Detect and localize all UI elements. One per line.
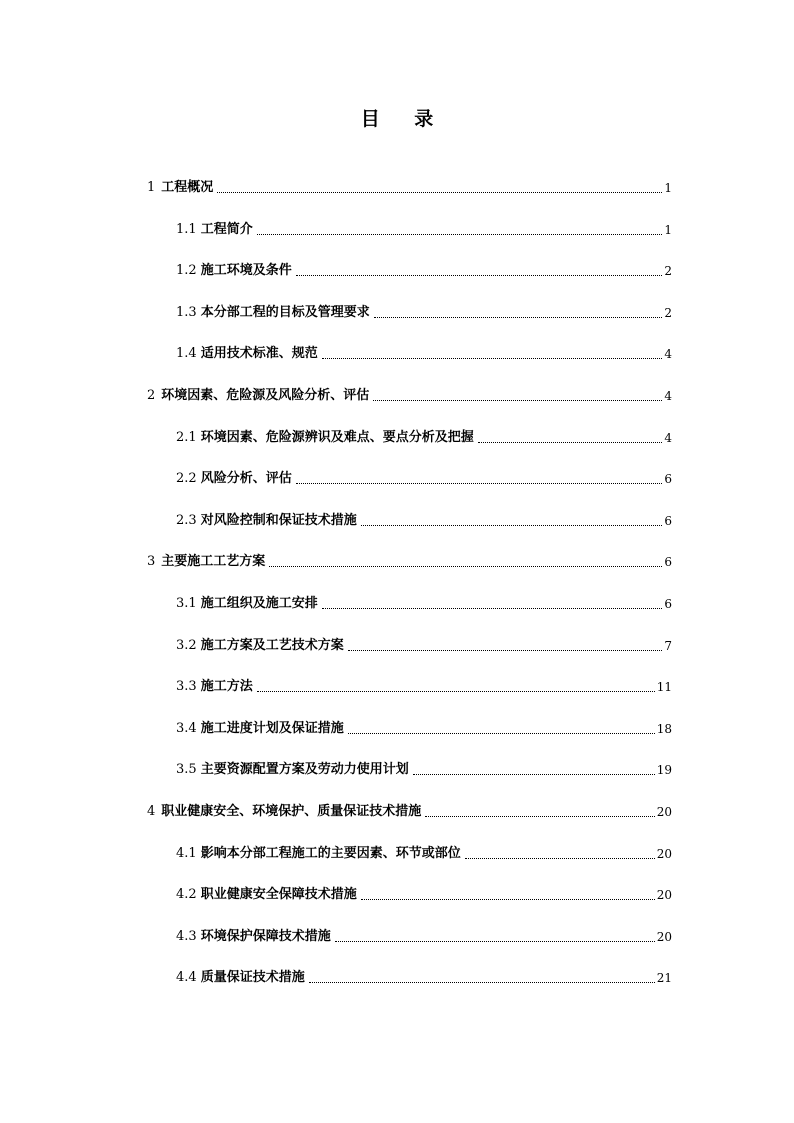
toc-entry-number: 2.3	[176, 512, 197, 528]
toc-entry-number: 3.1	[176, 596, 197, 611]
toc-page-number: 2	[664, 305, 672, 320]
toc-leader-dots	[269, 565, 662, 567]
toc-leader-dots	[373, 399, 662, 401]
toc-leader-dots	[465, 857, 655, 859]
toc-leader-dots	[425, 815, 654, 817]
toc-leader-dots	[296, 482, 663, 484]
toc-leader-dots	[217, 191, 662, 193]
toc-entry-title: 施工方案及工艺技术方案	[200, 637, 344, 653]
toc-entry[interactable]	[176, 883, 672, 903]
toc-entry-number: 1.3	[176, 304, 197, 320]
toc-leader-dots	[335, 940, 655, 942]
toc-entry[interactable]	[176, 426, 672, 446]
toc-leader-dots	[413, 773, 655, 775]
toc-entry-title: 适用技术标准、规范	[200, 346, 318, 362]
toc-entry-title: 影响本分部工程施工的主要因素、环节或部位	[200, 845, 461, 861]
toc-entry-title: 环境因素、危险源及风险分析、评估	[161, 388, 370, 403]
toc-leader-dots	[257, 233, 663, 235]
toc-entry-number: 4.4	[176, 970, 197, 986]
toc-leader-dots	[478, 441, 663, 443]
toc-entry-title: 环境因素、危险源辨识及难点、要点分析及把握	[200, 429, 474, 445]
toc-entry[interactable]	[176, 842, 672, 862]
toc-entry-title: 施工进度计划及保证措施	[200, 720, 344, 736]
toc-entry[interactable]	[176, 467, 672, 487]
toc-entry-title: 主要资源配置方案及劳动力使用计划	[200, 762, 409, 778]
toc-entry[interactable]	[176, 218, 672, 238]
toc-entry-number: 4.3	[176, 928, 197, 944]
toc-page-number: 20	[656, 805, 672, 819]
toc-entry-number: 1.2	[176, 263, 197, 279]
toc-entry-title: 工程简介	[200, 221, 253, 237]
toc-entry-number: 1.4	[176, 346, 197, 362]
toc-entry-title: 工程概况	[161, 180, 214, 195]
toc-entry-title: 施工组织及施工安排	[200, 596, 318, 611]
toc-entry[interactable]	[176, 675, 672, 695]
toc-entry-title: 风险分析、评估	[200, 471, 292, 487]
toc-entry-title: 施工环境及条件	[200, 263, 292, 279]
toc-entry-number: 4	[147, 804, 156, 819]
toc-entry[interactable]	[176, 758, 672, 778]
toc-entry-number: 3.4	[176, 720, 197, 736]
toc-entry-number: 3.2	[176, 637, 197, 653]
toc-page-number: 4	[664, 389, 672, 403]
toc-page-number: 6	[664, 555, 672, 570]
toc-entry[interactable]	[176, 342, 672, 362]
toc-page-number: 1	[664, 181, 672, 195]
toc-entry[interactable]	[176, 634, 672, 654]
toc-entry[interactable]	[176, 925, 672, 945]
toc-page-number: 6	[664, 597, 672, 611]
toc-page-number: 4	[664, 347, 672, 362]
toc-entry-title: 施工方法	[200, 679, 253, 695]
toc-page-number: 11	[656, 680, 672, 695]
toc-leader-dots	[348, 732, 655, 734]
toc-page-number: 7	[664, 638, 672, 653]
toc-entry[interactable]	[176, 509, 672, 529]
toc-entry[interactable]	[176, 592, 672, 612]
toc-entry-title: 对风险控制和保证技术措施	[200, 512, 357, 528]
toc-page-number: 20	[656, 888, 672, 903]
toc-entry-number: 2.1	[176, 429, 197, 445]
toc-entry[interactable]	[176, 966, 672, 986]
toc-title: 目 录	[360, 108, 448, 130]
toc-page-number: 1	[664, 222, 672, 237]
toc-leader-dots	[361, 524, 663, 526]
toc-entry-number: 3.5	[176, 762, 197, 778]
toc-entry-number: 1	[147, 180, 156, 195]
toc-page-number: 4	[664, 430, 672, 445]
toc-entry[interactable]	[147, 800, 672, 820]
toc-page-number: 2	[664, 264, 672, 279]
toc-page-number: 18	[656, 721, 672, 736]
toc-page-number: 6	[664, 513, 672, 528]
toc-entry-number: 2	[147, 388, 156, 403]
toc-leader-dots	[322, 607, 663, 609]
toc-entry[interactable]	[147, 384, 672, 404]
toc-entry-number: 4.1	[176, 845, 197, 861]
toc-leader-dots	[309, 981, 655, 983]
toc-leader-dots	[348, 649, 663, 651]
toc-entry-title: 质量保证技术措施	[200, 970, 305, 986]
toc-entry[interactable]	[176, 259, 672, 279]
toc-entry-title: 职业健康安全、环境保护、质量保证技术措施	[161, 804, 422, 819]
toc-entry[interactable]	[147, 550, 672, 570]
toc-entry-number: 3	[147, 554, 156, 570]
toc-entry-number: 3.3	[176, 679, 197, 695]
toc-page-number: 20	[656, 846, 672, 861]
toc-leader-dots	[296, 274, 663, 276]
toc-page-number: 19	[656, 763, 672, 778]
toc-entry[interactable]	[176, 301, 672, 321]
toc-page-number: 20	[656, 929, 672, 944]
toc-entry[interactable]	[176, 717, 672, 737]
toc-entry-number: 1.1	[176, 221, 197, 237]
toc-entry-number: 2.2	[176, 471, 197, 487]
toc-entry-title: 环境保护保障技术措施	[200, 928, 331, 944]
toc-entry-title: 主要施工工艺方案	[161, 554, 266, 570]
toc-leader-dots	[374, 316, 663, 318]
toc-leader-dots	[322, 357, 663, 359]
toc-entry[interactable]	[147, 176, 672, 196]
toc-entry-title: 职业健康安全保障技术措施	[200, 887, 357, 903]
toc-page-number: 21	[656, 971, 672, 986]
toc-entry-number: 4.2	[176, 887, 197, 903]
toc-leader-dots	[257, 690, 655, 692]
toc-entry-title: 本分部工程的目标及管理要求	[200, 304, 370, 320]
toc-leader-dots	[361, 898, 655, 900]
toc-page-number: 6	[664, 472, 672, 487]
